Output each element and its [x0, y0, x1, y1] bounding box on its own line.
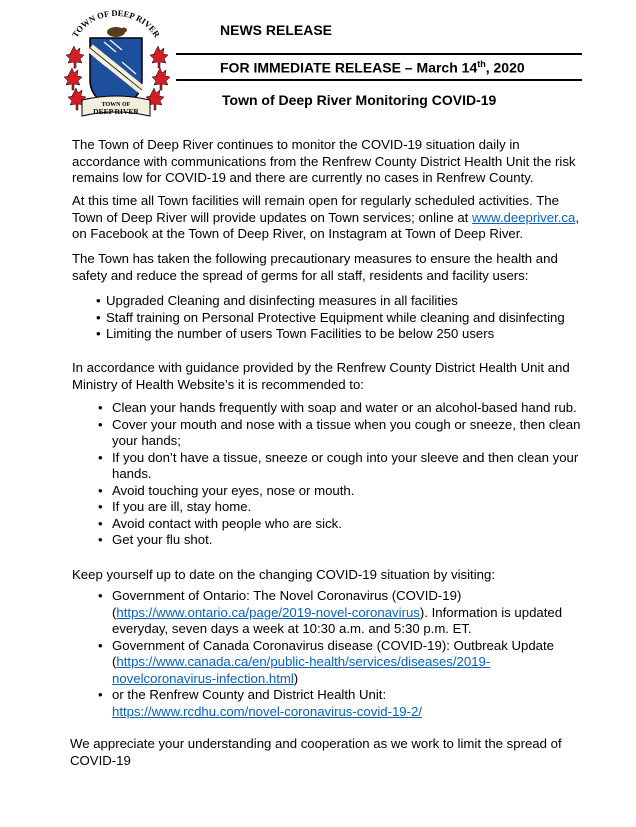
rcdhu-link[interactable]: https://www.rcdhu.com/novel-coronavirus-covid-19-2/ [112, 703, 423, 719]
list-item: • Cover your mouth and nose with a tissue when you cough or sneeze, then clean your hands; [76, 417, 582, 450]
crest-top-text: TOWN OF DEEP RIVER [69, 8, 163, 40]
resources-list [76, 588, 582, 720]
paragraph-facilities: At this time all Town facilities will remain open for regularly scheduled activities. The Town of Deep River will provide updates on Town services; online at www.deepriver.ca, on Facebook at the Town of Deep River, on Instagram at Town of Deep River. [72, 193, 580, 241]
list-item: • Limiting the number of users Town Facilities to be below 250 users [96, 326, 586, 343]
recommendations-list [76, 400, 582, 549]
measures-list [96, 293, 586, 343]
list-item: • Upgraded Cleaning and disinfecting measures in all facilities [96, 293, 586, 310]
list-item-canada: • Government of Canada Coronavirus disease (COVID-19): Outbreak Update (https://www.canada.ca/en/public-health/services/diseases/2019-novelcoronavirus-infection.html) [76, 638, 582, 688]
list-item: • If you don’t have a tissue, sneeze or cough into your sleeve and then clean your hands. [76, 450, 582, 483]
list-item-ontario: • Government of Ontario: The Novel Coronavirus (COVID-19) (https://www.ontario.ca/page/2019-novel-coronavirus). Information is updated everyday, seven days a week at 10:30 a.m. and 5:30 p.m. ET. [76, 588, 582, 638]
header-rule-bottom [176, 79, 582, 81]
list-item-rcdhu: • or the Renfrew County and District Health Unit: https://www.rcdhu.com/novel-coronavirus-covid-19-2/ [76, 687, 582, 720]
paragraph-measures-intro: The Town has taken the following precautionary measures to ensure the health and safety and reduce the spread of germs for all staff, residents and facility users: [72, 251, 558, 283]
header-rule-top [176, 53, 582, 55]
list-item: • Clean your hands frequently with soap and water or an alcohol-based hand rub. [76, 400, 582, 417]
list-item: • Staff training on Personal Protective Equipment while cleaning and disinfecting [96, 310, 586, 327]
closing-paragraph: We appreciate your understanding and cooperation as we work to limit the spread of COVID-19 [70, 736, 562, 768]
release-date-line: FOR IMMEDIATE RELEASE – March 14th, 2020 [220, 59, 525, 76]
list-item: • Avoid touching your eyes, nose or mouth. [76, 483, 582, 500]
list-item: • If you are ill, stay home. [76, 499, 582, 516]
list-item: • Avoid contact with people who are sick. [76, 516, 582, 533]
news-release-heading: NEWS RELEASE [220, 22, 333, 38]
release-subheading: Town of Deep River Monitoring COVID-19 [222, 92, 497, 108]
crest-banner-text-2: DEEP RIVER [93, 107, 139, 116]
canada-link[interactable]: https://www.canada.ca/en/public-health/services/diseases/2019-novelcoronavirus-infection.html [112, 654, 491, 686]
paragraph-stay-updated: Keep yourself up to date on the changing COVID-19 situation by visiting: [72, 567, 495, 582]
deepriver-website-link[interactable]: www.deepriver.ca [471, 209, 576, 225]
list-item: • Get your flu shot. [76, 532, 582, 549]
crest-banner-text-1: TOWN OF [101, 102, 131, 108]
paragraph-guidance-intro: In accordance with guidance provided by the Renfrew County District Health Unit and Ministry of Health Website’s it is recommended to: [72, 360, 570, 392]
ontario-link[interactable]: https://www.ontario.ca/page/2019-novel-coronavirus [116, 604, 420, 620]
paragraph-monitoring: The Town of Deep River continues to monitor the COVID-19 situation daily in accordance with communications from the Renfrew County District Health Unit the risk remains low for COVID-19 and there are currently no cases in Renfrew County. [72, 137, 576, 185]
town-crest-logo [60, 8, 172, 120]
